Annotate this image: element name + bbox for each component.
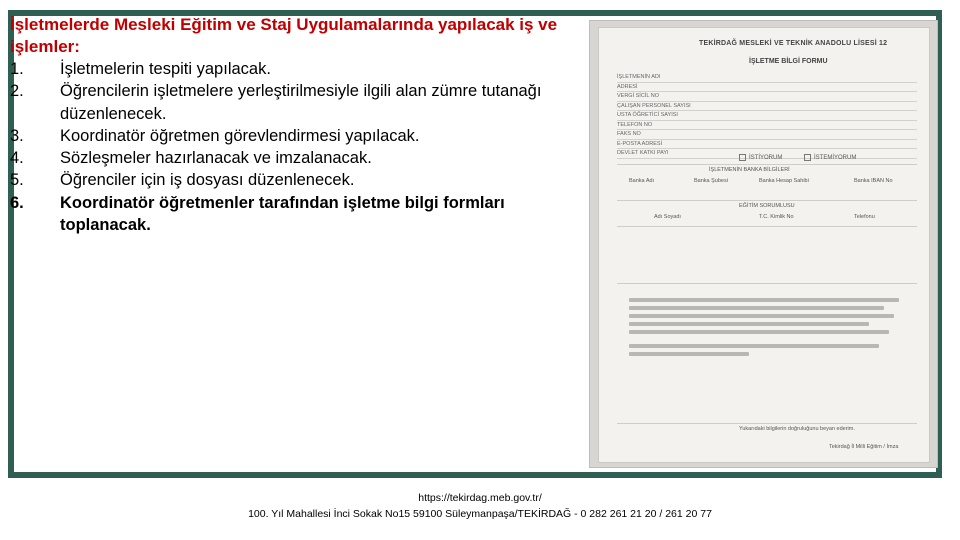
form-divider	[617, 226, 917, 227]
list-item	[10, 192, 590, 237]
form-field: USTA ÖĞRETİCİ SAYISI	[617, 111, 917, 121]
bank-col: Banka Şubesi	[694, 178, 728, 184]
bank-col: Banka Hesap Sahibi	[759, 178, 809, 184]
training-col: Telefonu	[854, 214, 875, 220]
item-number: 2.	[10, 82, 24, 101]
item-text: Koordinatör öğretmenler tarafından işletme bilgi formları toplanacak.	[60, 193, 505, 235]
form-field: FAKS NO	[617, 130, 917, 140]
form-paper	[598, 27, 930, 463]
form-paragraph-line	[629, 330, 889, 334]
item-number: 5.	[10, 171, 24, 190]
form-field: E-POSTA ADRESİ	[617, 140, 917, 150]
form-paragraph-line	[629, 314, 894, 318]
form-paragraph-line	[629, 306, 884, 310]
footer-url: https://tekirdag.meb.gov.tr/	[418, 492, 542, 504]
contribution-choice	[739, 154, 876, 161]
item-text: Koordinatör öğretmen görevlendirmesi yapılacak.	[60, 126, 420, 145]
form-field: İŞLETMENİN ADI	[617, 73, 917, 83]
slide-heading: İşletmelerde Mesleki Eğitim ve Staj Uygulamalarında yapılacak iş ve işlemler:	[10, 15, 558, 56]
signature-note: Yukarıdaki bilgilerin doğruluğunu beyan ederim.	[739, 426, 855, 432]
steps-list	[10, 58, 590, 236]
form-field: ADRESİ	[617, 83, 917, 93]
list-item	[10, 58, 590, 80]
item-text: İşletmelerin tespiti yapılacak.	[60, 60, 271, 78]
form-paragraph-line	[629, 322, 869, 326]
form-field: DEVLET KATKI PAYI	[617, 149, 917, 159]
bank-col: Banka Adı	[629, 178, 655, 184]
choice-yes-label: İSTİYORUM	[749, 155, 783, 162]
list-item	[10, 169, 590, 191]
choice-no-label: İSTEMİYORUM	[814, 155, 857, 162]
training-col: Adı Soyadı	[654, 214, 681, 220]
bank-header: İŞLETMENİN BANKA BİLGİLERİ	[709, 167, 790, 173]
item-text: Öğrencilerin işletmelere yerleştirilmesiyle ilgili alan zümre tutanağı düzenlenecek.	[60, 82, 542, 123]
checkbox-icon	[804, 154, 811, 161]
checkbox-icon	[739, 154, 746, 161]
footer-address: 100. Yıl Mahallesi İnci Sokak No15 59100 Süleymanpaşa/TEKİRDAĞ - 0 282 261 21 20 / 261 20 77	[248, 508, 712, 520]
form-field: ÇALIŞAN PERSONEL SAYISI	[617, 102, 917, 112]
item-number: 4.	[10, 149, 24, 168]
item-number: 6.	[10, 193, 24, 212]
list-item	[10, 125, 590, 147]
form-subtitle: İŞLETME BİLGİ FORMU	[749, 58, 828, 65]
signature-label: Tekirdağ İl Milli Eğitim / İmza	[829, 444, 899, 450]
list-item	[10, 147, 590, 169]
list-item	[10, 80, 590, 125]
item-number: 3.	[10, 126, 24, 145]
form-divider	[617, 200, 917, 201]
item-number: 1.	[10, 60, 24, 78]
form-divider	[617, 164, 917, 165]
form-field: VERGİ SİCİL NO	[617, 92, 917, 102]
form-field: TELEFON NO	[617, 121, 917, 131]
item-text: Sözleşmeler hazırlanacak ve imzalanacak.	[60, 149, 372, 168]
training-col: T.C. Kimlik No	[759, 214, 794, 220]
form-paragraph-line	[629, 298, 899, 302]
form-photo	[589, 20, 938, 468]
form-divider	[617, 423, 917, 424]
training-header: EĞİTİM SORUMLUSU	[739, 203, 795, 209]
form-paragraph-line	[629, 352, 749, 356]
form-fields	[617, 73, 917, 162]
item-text: Öğrenciler için iş dosyası düzenlenecek.	[60, 171, 355, 190]
form-paragraph-line	[629, 344, 879, 348]
form-divider	[617, 283, 917, 284]
form-title: TEKİRDAĞ MESLEKİ VE TEKNİK ANADOLU LİSESİ 12	[699, 40, 888, 47]
bank-col: Banka IBAN No	[854, 178, 893, 184]
slide-content	[10, 14, 590, 236]
